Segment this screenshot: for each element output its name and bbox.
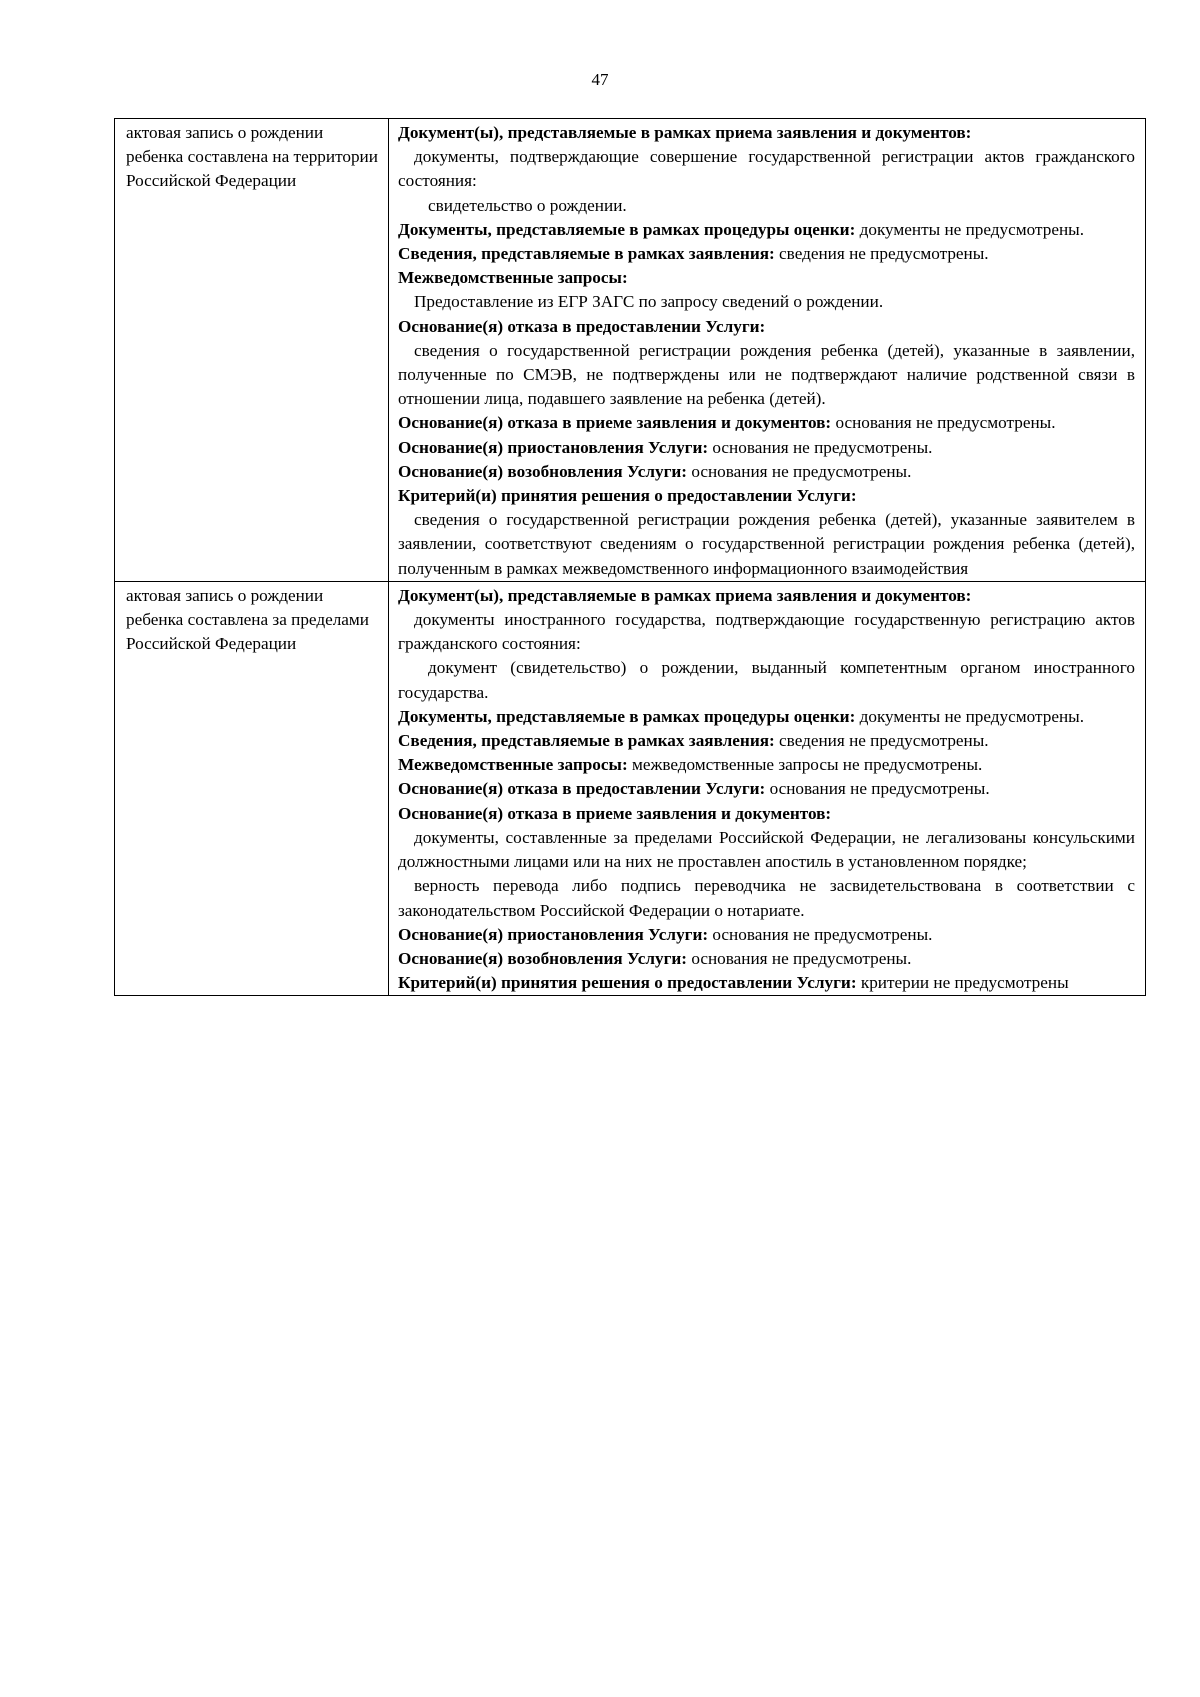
paragraph-heading: Основание(я) отказа в приеме заявления и документов: bbox=[398, 803, 832, 823]
paragraph bbox=[398, 290, 1135, 314]
paragraph-heading: Документы, представляемые в рамках процедуры оценки: bbox=[398, 706, 856, 726]
paragraph-text: сведения о государственной регистрации рождения ребенка (детей), указанные заявителем в заявлении, соответствуют сведениям о государственной регистрации рождения ребенка (детей), полученным в рамках межведомственного информационного взаимодействия bbox=[398, 510, 1135, 578]
paragraph-heading: Основание(я) отказа в предоставлении Услуги: bbox=[398, 779, 766, 799]
paragraph-heading: Документы, представляемые в рамках процедуры оценки: bbox=[398, 219, 856, 239]
paragraph bbox=[398, 584, 1135, 608]
paragraph bbox=[398, 802, 1135, 826]
paragraph-text: основания не предусмотрены. bbox=[708, 437, 933, 457]
paragraph bbox=[398, 484, 1135, 508]
paragraph-heading: Основание(я) приостановления Услуги: bbox=[398, 437, 709, 457]
paragraph-text: сведения не предусмотрены. bbox=[774, 244, 989, 264]
paragraph-heading: Сведения, представляемые в рамках заявления: bbox=[398, 731, 775, 751]
paragraph-heading: Основание(я) приостановления Услуги: bbox=[398, 924, 709, 944]
paragraph-text: основания не предусмотрены. bbox=[708, 924, 933, 944]
table-row bbox=[115, 581, 1146, 995]
page-number: 47 bbox=[591, 70, 609, 89]
paragraph-heading: Основание(я) отказа в приеме заявления и документов: bbox=[398, 413, 832, 433]
paragraph-heading: Сведения, представляемые в рамках заявления: bbox=[398, 244, 775, 264]
paragraph-text: документы, составленные за пределами Российской Федерации, не легализованы консульскими должностными лицами или на них не проставлен апостиль в установленном порядке; bbox=[398, 827, 1135, 872]
service-conditions-table bbox=[114, 118, 1146, 996]
paragraph-text: документы не предусмотрены. bbox=[855, 706, 1084, 726]
paragraph bbox=[398, 874, 1135, 922]
paragraph-text: основания не предусмотрены. bbox=[687, 461, 912, 481]
paragraph-text: критерии не предусмотрены bbox=[856, 973, 1069, 993]
paragraph-text: документ (свидетельство) о рождении, выданный компетентным органом иностранного государства. bbox=[398, 658, 1135, 702]
paragraph-heading: Документ(ы), представляемые в рамках приема заявления и документов: bbox=[398, 585, 972, 605]
paragraph-heading: Межведомственные запросы: bbox=[398, 268, 628, 288]
paragraph bbox=[398, 656, 1135, 704]
paragraph bbox=[398, 923, 1135, 947]
paragraph-text: сведения о государственной регистрации рождения ребенка (детей), указанные в заявлении, полученные по СМЭВ, не подтверждены или не подтверждают наличие родственной связи в отношении лица, подавшего заявление на ребенка (детей). bbox=[398, 340, 1135, 409]
paragraph bbox=[398, 705, 1135, 729]
paragraph-heading: Документ(ы), представляемые в рамках приема заявления и документов: bbox=[398, 123, 972, 142]
paragraph-heading: Межведомственные запросы: bbox=[398, 755, 628, 775]
paragraph-text: основания не предусмотрены. bbox=[831, 413, 1056, 433]
paragraph bbox=[398, 242, 1135, 266]
paragraph bbox=[398, 826, 1135, 874]
paragraph-text: межведомственные запросы не предусмотрены. bbox=[627, 755, 983, 775]
paragraph bbox=[398, 971, 1135, 995]
paragraph-heading: Критерий(и) принятия решения о предоставлении Услуги: bbox=[398, 486, 857, 506]
table-row bbox=[115, 119, 1146, 582]
paragraph-heading: Основание(я) возобновления Услуги: bbox=[398, 461, 688, 481]
paragraph bbox=[398, 266, 1135, 290]
paragraph-text: свидетельство о рождении. bbox=[428, 195, 627, 215]
paragraph-text: документы, подтверждающие совершение государственной регистрации актов гражданского состояния: bbox=[398, 147, 1135, 191]
paragraph-text: верность перевода либо подпись переводчика не засвидетельствована в соответствии с законодательством Российской Федерации о нотариате. bbox=[398, 876, 1135, 920]
paragraph bbox=[398, 777, 1135, 801]
condition-cell: актовая запись о рождении ребенка составлена на территории Российской Федерации bbox=[115, 119, 389, 582]
paragraph bbox=[398, 218, 1135, 242]
paragraph bbox=[398, 145, 1135, 193]
description-cell bbox=[389, 581, 1146, 995]
paragraph bbox=[398, 947, 1135, 971]
paragraph-text: документы иностранного государства, подтверждающие государственную регистрацию актов гражданского состояния: bbox=[398, 610, 1135, 654]
paragraph bbox=[398, 411, 1135, 435]
description-cell bbox=[389, 119, 1146, 582]
paragraph-heading: Критерий(и) принятия решения о предоставлении Услуги: bbox=[398, 973, 857, 993]
paragraph bbox=[398, 460, 1135, 484]
paragraph-text: основания не предусмотрены. bbox=[687, 948, 912, 968]
condition-cell: актовая запись о рождении ребенка составлена за пределами Российской Федерации bbox=[115, 581, 389, 995]
paragraph-heading: Основание(я) возобновления Услуги: bbox=[398, 948, 688, 968]
paragraph bbox=[398, 608, 1135, 656]
paragraph-text: документы не предусмотрены. bbox=[855, 219, 1084, 239]
paragraph bbox=[398, 194, 1135, 218]
paragraph-text: Предоставление из ЕГР ЗАГС по запросу сведений о рождении. bbox=[414, 292, 884, 312]
paragraph-text: сведения не предусмотрены. bbox=[774, 731, 989, 751]
paragraph bbox=[398, 729, 1135, 753]
paragraph-text: основания не предусмотрены. bbox=[765, 779, 990, 799]
paragraph bbox=[398, 436, 1135, 460]
paragraph-heading: Основание(я) отказа в предоставлении Услуги: bbox=[398, 316, 766, 336]
paragraph bbox=[398, 315, 1135, 339]
paragraph bbox=[398, 121, 1135, 145]
paragraph bbox=[398, 753, 1135, 777]
paragraph bbox=[398, 339, 1135, 412]
paragraph bbox=[398, 508, 1135, 581]
